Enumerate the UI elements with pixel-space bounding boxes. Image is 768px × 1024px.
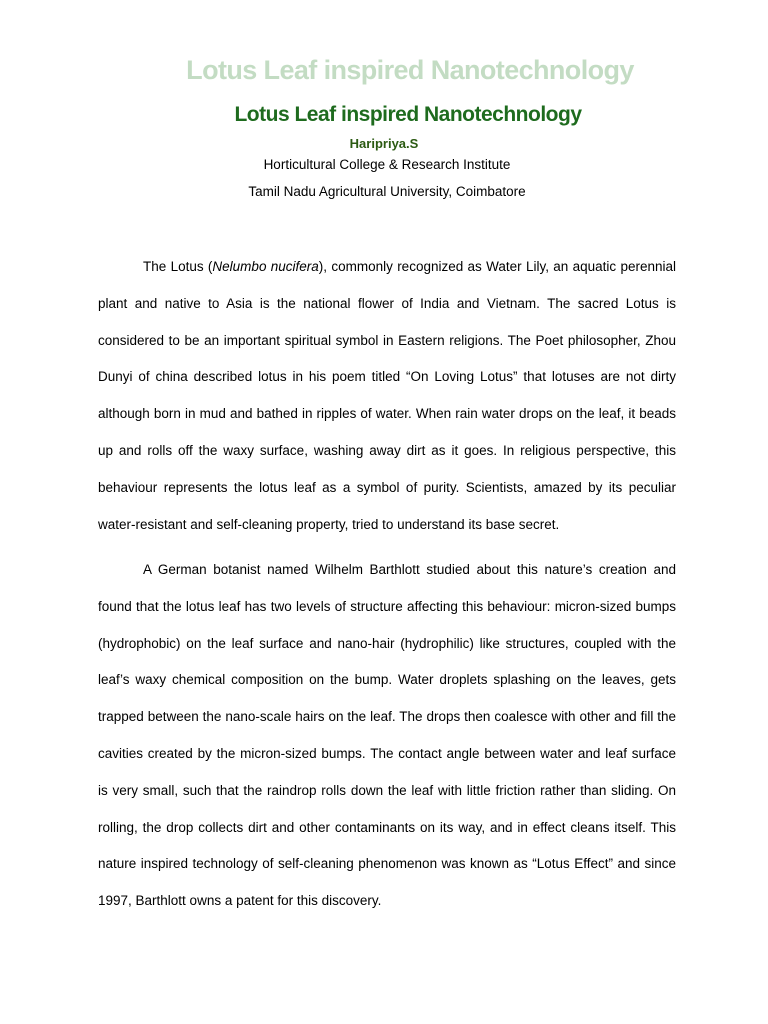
scientific-name: Nelumbo nucifera [212,259,319,274]
page-title: Lotus Leaf inspired Nanotechnology [234,103,582,126]
paragraph-1-start: The Lotus ( [143,259,213,274]
affiliation-college: Horticultural College & Research Institute [263,157,511,172]
paragraph-1 [98,249,676,543]
paragraph-2 [98,552,676,920]
author-name: Haripriya.S [349,136,419,151]
affiliation-university: Tamil Nadu Agricultural University, Coimbatore [248,184,526,199]
paragraph-1-rest: ), commonly recognized as Water Lily, an aquatic perennial plant and native to Asia is the national flower of India and Vietnam. The sacred Lotus is considered to be an important spiritual symbol in Eastern religions. The Poet philosopher, Zhou Dunyi of china described lotus in his poem titled “On Loving Lotus” that lotuses are not dirty although born in mud and bathed in ripples of water. When rain water drops on the leaf, it beads up and rolls off the waxy surface, washing away dirt as it goes. In religious perspective, this behaviour represents the lotus leaf as a symbol of purity. Scientists, amazed by its peculiar water-resistant and self-cleaning property, tried to understand its base secret. [98,259,676,532]
paragraph-2-text: A German botanist named Wilhelm Barthlott studied about this nature’s creation and found that the lotus leaf has two levels of structure affecting this behaviour: micron-sized bumps (hydrophobic) on the leaf surface and nano-hair (hydrophilic) like structures, coupled with the leaf’s waxy chemical composition on the bump. Water droplets splashing on the leaves, gets trapped between the nano-scale hairs on the leaf. The drops then coalesce with other and fill the cavities created by the micron-sized bumps. The contact angle between water and leaf surface is very small, such that the raindrop rolls down the leaf with little friction rather than sliding. On rolling, the drop collects dirt and other contaminants on its way, and in effect cleans itself. This nature inspired technology of self-cleaning phenomenon was known as “Lotus Effect” and since 1997, Barthlott owns a patent for this discovery. [98,562,676,909]
watermark-title: Lotus Leaf inspired Nanotechnology [186,55,634,85]
